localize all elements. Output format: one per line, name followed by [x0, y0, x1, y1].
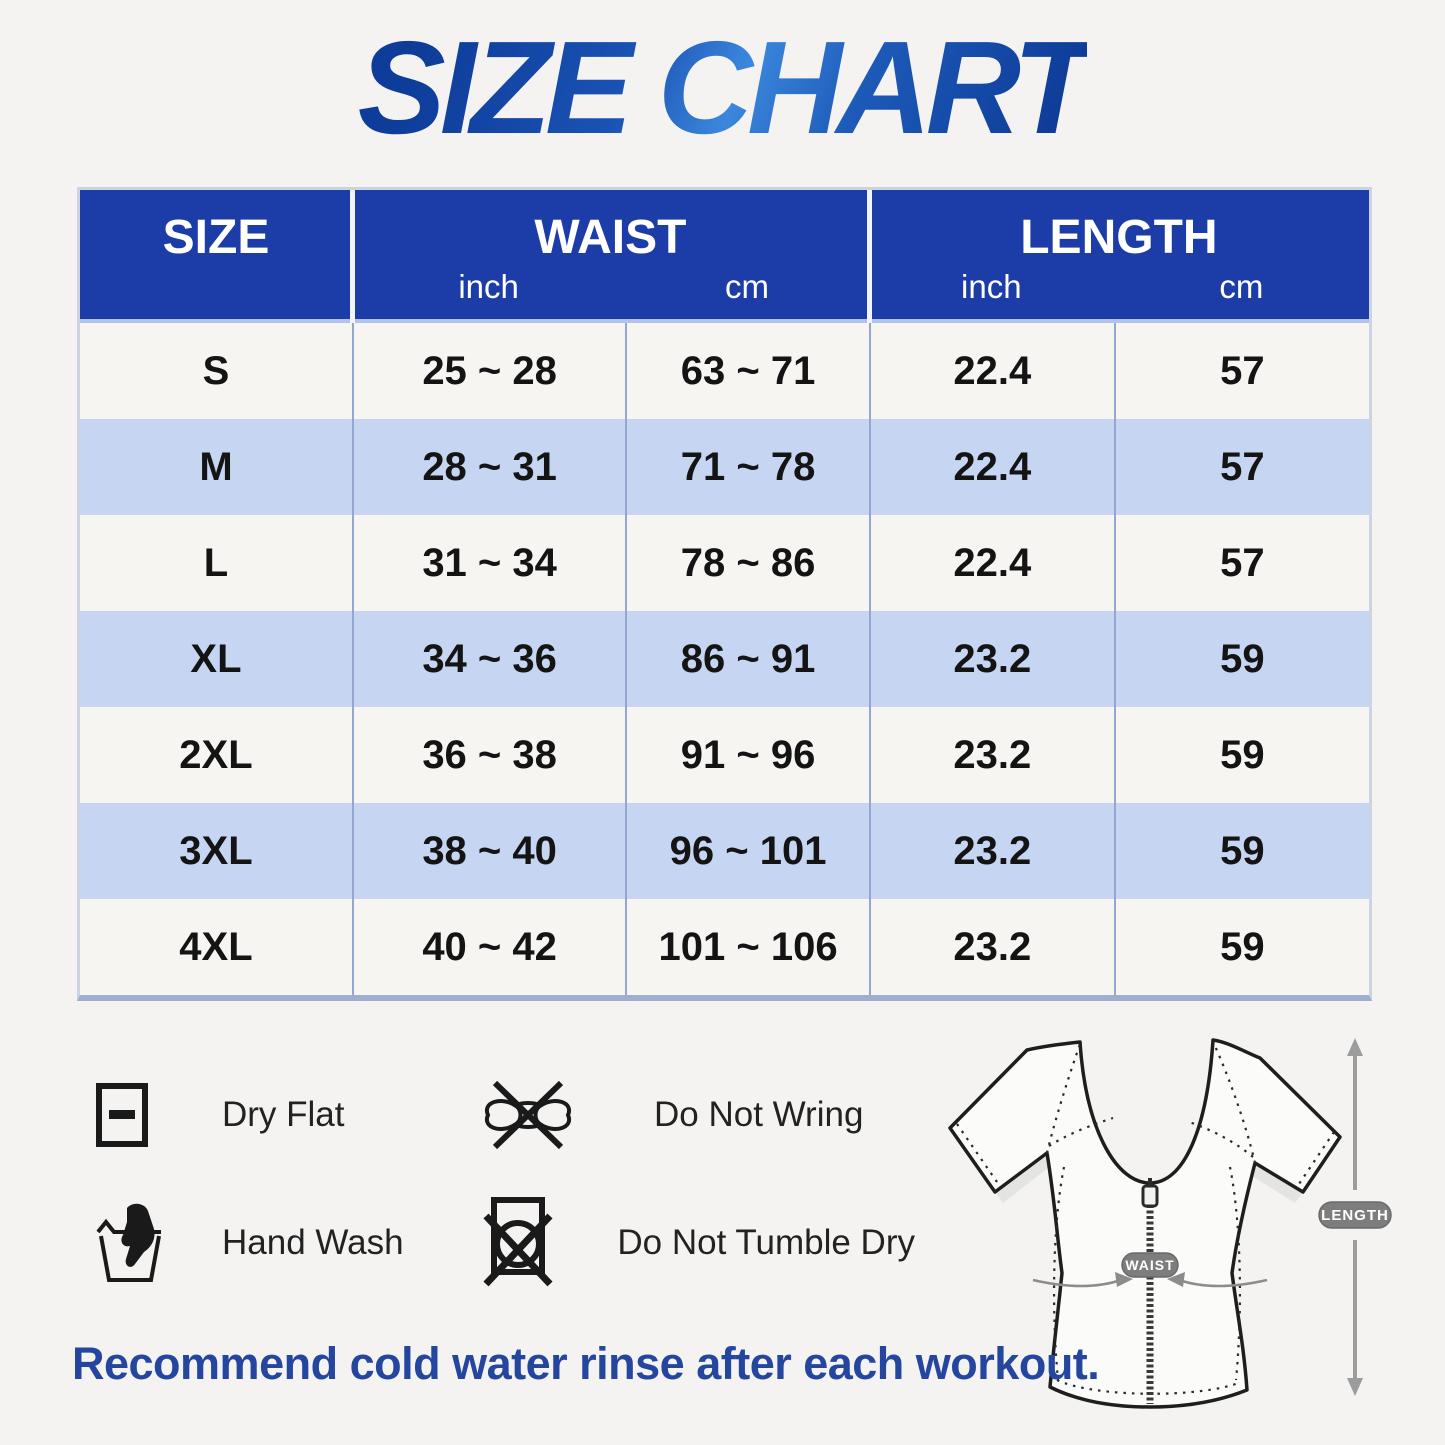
page-title — [0, 14, 1445, 162]
length-inch-cell: 23.2 — [869, 803, 1114, 899]
length-label: LENGTH — [1321, 1207, 1389, 1224]
length-label-badge — [1319, 1202, 1391, 1228]
waist-cm-cell: 63 ~ 71 — [625, 323, 869, 419]
size-table-header — [80, 190, 1369, 323]
care-item-do-not-tumble-dry — [478, 1179, 915, 1307]
waist-inch-cell: 25 ~ 28 — [352, 323, 625, 419]
waist-cm-cell: 86 ~ 91 — [625, 611, 869, 707]
table-row — [80, 899, 1369, 995]
waist-cm-cell: 78 ~ 86 — [625, 515, 869, 611]
length-inch-cell: 23.2 — [869, 899, 1114, 995]
header-divider — [350, 190, 355, 323]
length-cm-cell: 57 — [1114, 323, 1369, 419]
size-cell: M — [199, 444, 233, 489]
waist-inch-cell: 40 ~ 42 — [352, 899, 625, 995]
size-cell: 2XL — [179, 732, 253, 777]
size-cell: 3XL — [179, 828, 253, 873]
waist-label-badge — [1122, 1253, 1178, 1277]
length-inch-cell: 22.4 — [869, 515, 1114, 611]
header-length-inch: inch — [961, 268, 1022, 305]
length-cm-cell: 57 — [1114, 419, 1369, 515]
table-row — [80, 323, 1369, 419]
size-table-body — [80, 323, 1369, 995]
care-label: Dry Flat — [222, 1095, 345, 1134]
care-item-do-not-wring — [478, 1051, 915, 1179]
size-cell: L — [203, 540, 229, 585]
header-waist-inch: inch — [458, 268, 519, 305]
length-cm-cell: 57 — [1114, 515, 1369, 611]
care-item-hand-wash — [95, 1179, 478, 1307]
table-row — [80, 803, 1369, 899]
table-row — [80, 515, 1369, 611]
waist-cm-cell: 71 ~ 78 — [625, 419, 869, 515]
length-inch-cell: 23.2 — [869, 611, 1114, 707]
waist-inch-cell: 36 ~ 38 — [352, 707, 625, 803]
footer-note: Recommend cold water rinse after each workout. — [72, 1338, 1100, 1389]
waist-cm-cell: 96 ~ 101 — [625, 803, 869, 899]
waist-inch-cell: 38 ~ 40 — [352, 803, 625, 899]
care-label: Hand Wash — [222, 1223, 404, 1262]
waist-inch-cell: 34 ~ 36 — [352, 611, 625, 707]
care-label: Do Not Wring — [654, 1095, 864, 1134]
length-cm-cell: 59 — [1114, 707, 1369, 803]
waist-inch-cell: 28 ~ 31 — [352, 419, 625, 515]
do-not-tumble-dry-icon — [478, 1194, 617, 1292]
size-table — [77, 187, 1372, 1001]
length-inch-cell: 23.2 — [869, 707, 1114, 803]
header-waist-cm: cm — [725, 268, 770, 305]
header-length-cm: cm — [1219, 268, 1264, 305]
do-not-wring-icon — [478, 1080, 654, 1150]
page-title-text: SIZE CHART — [357, 14, 1088, 161]
care-item-dry-flat — [95, 1051, 478, 1179]
size-cell: 4XL — [179, 924, 253, 969]
hand-wash-icon — [95, 1202, 222, 1284]
length-cm-cell: 59 — [1114, 803, 1369, 899]
waist-inch-cell: 31 ~ 34 — [352, 515, 625, 611]
header-waist: WAIST — [534, 211, 687, 264]
hand-wash-icon — [95, 1202, 165, 1284]
length-cm-cell: 59 — [1114, 611, 1369, 707]
length-cm-cell: 59 — [1114, 899, 1369, 995]
dry-flat-icon — [95, 1082, 149, 1148]
care-instructions — [95, 1051, 915, 1307]
waist-cm-cell: 101 ~ 106 — [625, 899, 869, 995]
zipper-pull — [1143, 1186, 1157, 1206]
size-cell: S — [202, 348, 230, 393]
do-not-wring-icon — [478, 1080, 578, 1150]
length-inch-cell: 22.4 — [869, 323, 1114, 419]
header-divider — [867, 190, 872, 323]
table-row — [80, 611, 1369, 707]
header-size: SIZE — [162, 211, 270, 264]
waist-cm-cell: 91 ~ 96 — [625, 707, 869, 803]
length-inch-cell: 22.4 — [869, 419, 1114, 515]
care-label: Do Not Tumble Dry — [617, 1223, 915, 1262]
header-length: LENGTH — [1020, 211, 1218, 264]
do-not-tumble-dry-icon — [478, 1194, 558, 1292]
table-row — [80, 419, 1369, 515]
waist-label: WAIST — [1125, 1257, 1175, 1273]
dry-flat-icon — [95, 1082, 222, 1148]
table-row — [80, 707, 1369, 803]
size-cell: XL — [190, 636, 242, 681]
